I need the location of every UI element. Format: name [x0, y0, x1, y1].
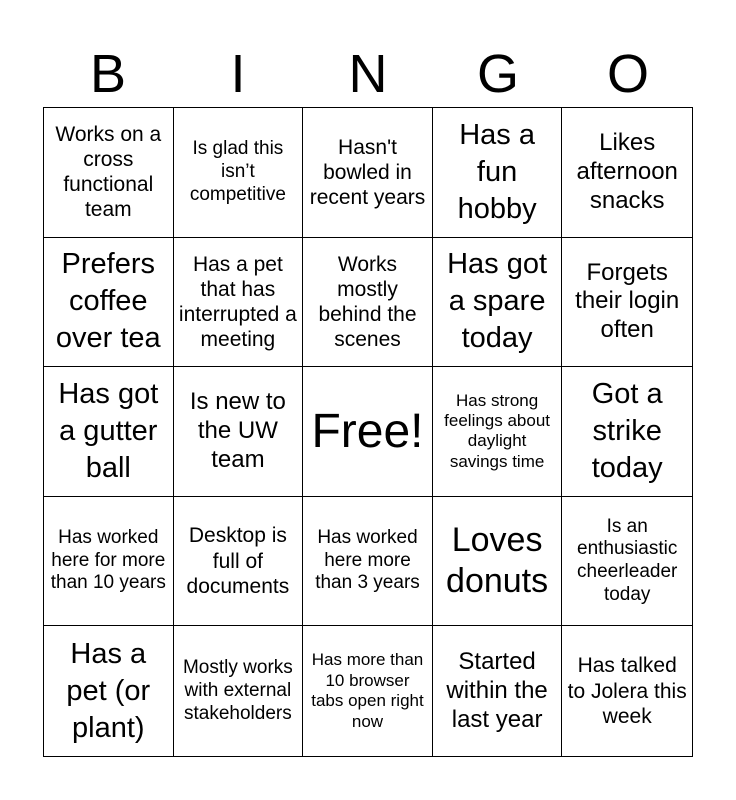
cell-text: Has strong feelings about daylight savings time — [444, 390, 551, 471]
cell-text: Works mostly behind the scenes — [318, 252, 417, 352]
cell-text: Mostly works with external stakeholders — [182, 657, 293, 724]
bingo-cell-r1c5[interactable] — [562, 108, 692, 238]
bingo-cell-r5c3[interactable] — [303, 626, 433, 756]
bingo-board — [43, 107, 693, 757]
cell-text: Got a strike today — [591, 377, 663, 485]
bingo-cell-r2c2[interactable] — [174, 238, 304, 368]
cell-text: Has a pet (or plant) — [66, 637, 151, 744]
bingo-cell-r2c5[interactable] — [562, 238, 692, 368]
bingo-cell-r4c5[interactable] — [562, 497, 692, 627]
header-letter-b: B — [89, 44, 127, 104]
bingo-cell-r4c4[interactable] — [433, 497, 563, 627]
bingo-cell-r5c5[interactable] — [562, 626, 692, 756]
bingo-cell-r2c1[interactable] — [44, 238, 174, 368]
cell-text: Hasn't bowled in recent years — [309, 135, 426, 209]
bingo-cell-r1c3[interactable] — [303, 108, 433, 238]
bingo-cell-r1c2[interactable] — [174, 108, 304, 238]
cell-text: Forgets their login often — [575, 258, 680, 344]
cell-text: Loves donuts — [446, 521, 549, 601]
cell-text: Has more than 10 browser tabs open right now — [311, 650, 424, 731]
header-letter-g: G — [476, 44, 519, 104]
bingo-cell-r4c1[interactable] — [44, 497, 174, 627]
cell-text: Has got a spare today — [447, 248, 548, 355]
bingo-cell-r2c3[interactable] — [303, 238, 433, 368]
free-space-label: Free! — [311, 404, 424, 458]
header-letter-i: I — [230, 44, 246, 104]
bingo-cell-r5c2[interactable] — [174, 626, 304, 756]
bingo-cell-free[interactable] — [303, 367, 433, 497]
cell-text: Has talked to Jolera this week — [567, 654, 687, 728]
bingo-cell-r3c5[interactable] — [562, 367, 692, 497]
cell-text: Started within the last year — [446, 648, 548, 733]
bingo-cell-r5c4[interactable] — [433, 626, 563, 756]
bingo-cell-r3c2[interactable] — [174, 367, 304, 497]
cell-text: Has got a gutter ball — [58, 377, 159, 485]
cell-text: Likes afternoon snacks — [576, 129, 678, 214]
bingo-header — [43, 40, 693, 108]
cell-text: Is an enthusiastic cheerleader today — [577, 515, 678, 605]
bingo-cell-r2c4[interactable] — [433, 238, 563, 368]
cell-text: Works on a cross functional team — [55, 122, 162, 222]
cell-text: Is new to the UW team — [189, 388, 286, 473]
bingo-cell-r5c1[interactable] — [44, 626, 174, 756]
bingo-cell-r4c3[interactable] — [303, 497, 433, 627]
header-letter-n: N — [348, 44, 388, 104]
cell-text: Has worked here for more than 10 years — [50, 526, 166, 594]
cell-text: Is glad this isn’t competitive — [189, 138, 286, 205]
bingo-cell-r1c4[interactable] — [433, 108, 563, 238]
cell-text: Desktop is full of documents — [186, 524, 290, 598]
cell-text: Has a fun hobby — [457, 118, 537, 225]
cell-text: Has worked here more than 3 years — [315, 526, 420, 594]
cell-text: Prefers coffee over tea — [55, 248, 161, 355]
bingo-cell-r3c4[interactable] — [433, 367, 563, 497]
bingo-cell-r1c1[interactable] — [44, 108, 174, 238]
cell-text: Has a pet that has interrupted a meeting — [178, 252, 297, 352]
header-letter-o: O — [606, 44, 649, 104]
bingo-cell-r4c2[interactable] — [174, 497, 304, 627]
bingo-cell-r3c1[interactable] — [44, 367, 174, 497]
